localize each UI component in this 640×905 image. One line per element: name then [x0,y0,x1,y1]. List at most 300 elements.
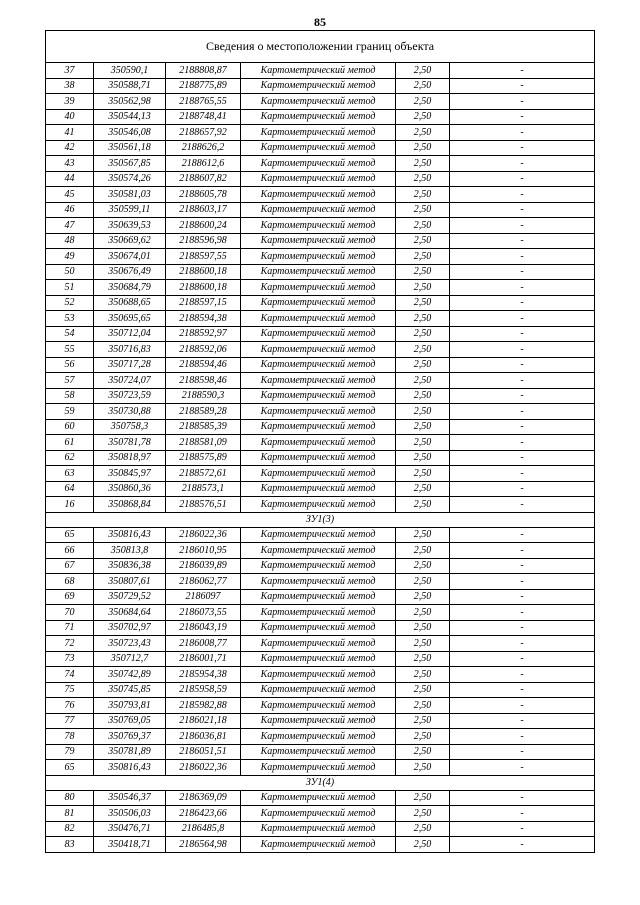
table-row [46,667,595,683]
y-coordinate-cell: 2186043,19 [166,620,241,636]
point-number-cell: 54 [46,326,94,342]
x-coordinate-cell: 350418,71 [94,837,166,853]
x-coordinate-cell: 350506,03 [94,806,166,822]
x-coordinate-cell: 350723,59 [94,388,166,404]
table-row [46,280,595,296]
x-coordinate-cell: 350758,3 [94,419,166,435]
x-coordinate-cell: 350688,65 [94,295,166,311]
description-cell: - [450,326,595,342]
accuracy-cell: 2,50 [396,419,450,435]
method-cell: Картометрический метод [241,156,396,172]
accuracy-cell: 2,50 [396,78,450,94]
point-number-cell: 42 [46,140,94,156]
y-coordinate-cell: 2186369,09 [166,790,241,806]
table-row [46,264,595,280]
y-coordinate-cell: 2188598,46 [166,373,241,389]
accuracy-cell: 2,50 [396,311,450,327]
table-row [46,790,595,806]
description-cell: - [450,78,595,94]
method-cell: Картометрический метод [241,605,396,621]
table-row [46,202,595,218]
point-number-cell: 49 [46,249,94,265]
x-coordinate-cell: 350676,49 [94,264,166,280]
method-cell: Картометрический метод [241,481,396,497]
table-row [46,357,595,373]
method-cell: Картометрический метод [241,790,396,806]
y-coordinate-cell: 2188775,89 [166,78,241,94]
description-cell: - [450,667,595,683]
accuracy-cell: 2,50 [396,481,450,497]
description-cell: - [450,373,595,389]
method-cell: Картометрический метод [241,357,396,373]
table-row [46,729,595,745]
accuracy-cell: 2,50 [396,760,450,776]
x-coordinate-cell: 350712,7 [94,651,166,667]
accuracy-cell: 2,50 [396,574,450,590]
y-coordinate-cell: 2188592,97 [166,326,241,342]
y-coordinate-cell: 2188612,6 [166,156,241,172]
table-row [46,481,595,497]
description-cell: - [450,233,595,249]
accuracy-cell: 2,50 [396,698,450,714]
point-number-cell: 50 [46,264,94,280]
point-number-cell: 83 [46,837,94,853]
accuracy-cell: 2,50 [396,404,450,420]
x-coordinate-cell: 350781,89 [94,744,166,760]
description-cell: - [450,713,595,729]
point-number-cell: 43 [46,156,94,172]
point-number-cell: 73 [46,651,94,667]
point-number-cell: 38 [46,78,94,94]
method-cell: Картометрический метод [241,63,396,79]
table-row [46,140,595,156]
description-cell: - [450,497,595,513]
accuracy-cell: 2,50 [396,171,450,187]
y-coordinate-cell: 2188765,55 [166,94,241,110]
method-cell: Картометрический метод [241,667,396,683]
method-cell: Картометрический метод [241,760,396,776]
x-coordinate-cell: 350717,28 [94,357,166,373]
table-row [46,589,595,605]
accuracy-cell: 2,50 [396,342,450,358]
table-title: Сведения о местоположении границ объекта [46,31,595,63]
table-row [46,605,595,621]
x-coordinate-cell: 350742,89 [94,667,166,683]
description-cell: - [450,682,595,698]
method-cell: Картометрический метод [241,543,396,559]
y-coordinate-cell: 2188600,18 [166,280,241,296]
x-coordinate-cell: 350581,03 [94,187,166,203]
point-number-cell: 76 [46,698,94,714]
table-row [46,760,595,776]
x-coordinate-cell: 350712,04 [94,326,166,342]
description-cell: - [450,744,595,760]
method-cell: Картометрический метод [241,806,396,822]
accuracy-cell: 2,50 [396,125,450,141]
table-row [46,527,595,543]
description-cell: - [450,790,595,806]
y-coordinate-cell: 2188573,1 [166,481,241,497]
description-cell: - [450,837,595,853]
accuracy-cell: 2,50 [396,109,450,125]
y-coordinate-cell: 2186022,36 [166,527,241,543]
table-row [46,218,595,234]
description-cell: - [450,605,595,621]
table-row [46,713,595,729]
method-cell: Картометрический метод [241,821,396,837]
table-row [46,651,595,667]
description-cell: - [450,636,595,652]
x-coordinate-cell: 350684,79 [94,280,166,296]
point-number-cell: 77 [46,713,94,729]
y-coordinate-cell: 2188603,17 [166,202,241,218]
description-cell: - [450,651,595,667]
method-cell: Картометрический метод [241,125,396,141]
x-coordinate-cell: 350599,11 [94,202,166,218]
point-number-cell: 67 [46,558,94,574]
y-coordinate-cell: 2185954,38 [166,667,241,683]
x-coordinate-cell: 350639,53 [94,218,166,234]
point-number-cell: 65 [46,527,94,543]
y-coordinate-cell: 2188600,24 [166,218,241,234]
y-coordinate-cell: 2186008,77 [166,636,241,652]
description-cell: - [450,388,595,404]
point-number-cell: 58 [46,388,94,404]
accuracy-cell: 2,50 [396,667,450,683]
description-cell: - [450,435,595,451]
point-number-cell: 70 [46,605,94,621]
y-coordinate-cell: 2188808,87 [166,63,241,79]
table-row [46,78,595,94]
accuracy-cell: 2,50 [396,682,450,698]
description-cell: - [450,264,595,280]
y-coordinate-cell: 2186010,95 [166,543,241,559]
description-cell: - [450,589,595,605]
table-row [46,450,595,466]
accuracy-cell: 2,50 [396,589,450,605]
y-coordinate-cell: 2186036,81 [166,729,241,745]
method-cell: Картометрический метод [241,78,396,94]
table-row [46,311,595,327]
method-cell: Картометрический метод [241,94,396,110]
table-row [46,698,595,714]
y-coordinate-cell: 2186097 [166,589,241,605]
method-cell: Картометрический метод [241,558,396,574]
description-cell: - [450,698,595,714]
description-cell: - [450,311,595,327]
x-coordinate-cell: 350723,43 [94,636,166,652]
x-coordinate-cell: 350546,08 [94,125,166,141]
description-cell: - [450,419,595,435]
point-number-cell: 64 [46,481,94,497]
method-cell: Картометрический метод [241,682,396,698]
description-cell: - [450,109,595,125]
method-cell: Картометрический метод [241,698,396,714]
description-cell: - [450,543,595,559]
accuracy-cell: 2,50 [396,620,450,636]
point-number-cell: 60 [46,419,94,435]
method-cell: Картометрический метод [241,233,396,249]
point-number-cell: 41 [46,125,94,141]
table-row [46,620,595,636]
method-cell: Картометрический метод [241,326,396,342]
point-number-cell: 79 [46,744,94,760]
description-cell: - [450,821,595,837]
x-coordinate-cell: 350702,97 [94,620,166,636]
description-cell: - [450,171,595,187]
point-number-cell: 48 [46,233,94,249]
method-cell: Картометрический метод [241,109,396,125]
x-coordinate-cell: 350724,07 [94,373,166,389]
description-cell: - [450,574,595,590]
point-number-cell: 51 [46,280,94,296]
point-number-cell: 45 [46,187,94,203]
point-number-cell: 59 [46,404,94,420]
table-row [46,558,595,574]
y-coordinate-cell: 2186022,36 [166,760,241,776]
point-number-cell: 71 [46,620,94,636]
method-cell: Картометрический метод [241,404,396,420]
accuracy-cell: 2,50 [396,94,450,110]
accuracy-cell: 2,50 [396,744,450,760]
x-coordinate-cell: 350769,05 [94,713,166,729]
description-cell: - [450,481,595,497]
y-coordinate-cell: 2186001,71 [166,651,241,667]
y-coordinate-cell: 2188600,18 [166,264,241,280]
point-number-cell: 46 [46,202,94,218]
accuracy-cell: 2,50 [396,543,450,559]
y-coordinate-cell: 2186021,18 [166,713,241,729]
description-cell: - [450,94,595,110]
point-number-cell: 63 [46,466,94,482]
accuracy-cell: 2,50 [396,140,450,156]
accuracy-cell: 2,50 [396,156,450,172]
y-coordinate-cell: 2186062,77 [166,574,241,590]
point-number-cell: 39 [46,94,94,110]
table-row [46,295,595,311]
boundary-coordinates-table [45,30,595,853]
method-cell: Картометрический метод [241,295,396,311]
method-cell: Картометрический метод [241,589,396,605]
x-coordinate-cell: 350807,61 [94,574,166,590]
accuracy-cell: 2,50 [396,527,450,543]
section-label: ЗУ1(4) [46,775,595,790]
x-coordinate-cell: 350562,98 [94,94,166,110]
x-coordinate-cell: 350669,62 [94,233,166,249]
y-coordinate-cell: 2188626,2 [166,140,241,156]
method-cell: Картометрический метод [241,342,396,358]
point-number-cell: 82 [46,821,94,837]
y-coordinate-cell: 2188575,89 [166,450,241,466]
point-number-cell: 75 [46,682,94,698]
method-cell: Картометрический метод [241,729,396,745]
point-number-cell: 37 [46,63,94,79]
method-cell: Картометрический метод [241,837,396,853]
point-number-cell: 61 [46,435,94,451]
y-coordinate-cell: 2188594,38 [166,311,241,327]
method-cell: Картометрический метод [241,140,396,156]
method-cell: Картометрический метод [241,744,396,760]
x-coordinate-cell: 350816,43 [94,760,166,776]
point-number-cell: 16 [46,497,94,513]
method-cell: Картометрический метод [241,450,396,466]
accuracy-cell: 2,50 [396,202,450,218]
table-row [46,388,595,404]
y-coordinate-cell: 2185982,88 [166,698,241,714]
y-coordinate-cell: 2188605,78 [166,187,241,203]
point-number-cell: 56 [46,357,94,373]
table-row [46,821,595,837]
table-row [46,342,595,358]
accuracy-cell: 2,50 [396,790,450,806]
accuracy-cell: 2,50 [396,218,450,234]
y-coordinate-cell: 2186564,98 [166,837,241,853]
table-row [46,94,595,110]
y-coordinate-cell: 2188597,15 [166,295,241,311]
description-cell: - [450,729,595,745]
point-number-cell: 65 [46,760,94,776]
table-row [46,373,595,389]
description-cell: - [450,249,595,265]
description-cell: - [450,527,595,543]
accuracy-cell: 2,50 [396,264,450,280]
x-coordinate-cell: 350845,97 [94,466,166,482]
description-cell: - [450,558,595,574]
x-coordinate-cell: 350781,78 [94,435,166,451]
method-cell: Картометрический метод [241,620,396,636]
x-coordinate-cell: 350745,85 [94,682,166,698]
description-cell: - [450,342,595,358]
y-coordinate-cell: 2188585,39 [166,419,241,435]
x-coordinate-cell: 350544,13 [94,109,166,125]
point-number-cell: 55 [46,342,94,358]
x-coordinate-cell: 350793,81 [94,698,166,714]
page-number: 85 [314,15,326,29]
y-coordinate-cell: 2188592,06 [166,342,241,358]
point-number-cell: 53 [46,311,94,327]
y-coordinate-cell: 2188607,82 [166,171,241,187]
point-number-cell: 66 [46,543,94,559]
method-cell: Картометрический метод [241,373,396,389]
accuracy-cell: 2,50 [396,821,450,837]
point-number-cell: 52 [46,295,94,311]
table-row [46,326,595,342]
description-cell: - [450,280,595,296]
point-number-cell: 80 [46,790,94,806]
x-coordinate-cell: 350546,37 [94,790,166,806]
method-cell: Картометрический метод [241,419,396,435]
table-row [46,63,595,79]
x-coordinate-cell: 350769,37 [94,729,166,745]
description-cell: - [450,156,595,172]
method-cell: Картометрический метод [241,280,396,296]
y-coordinate-cell: 2186485,8 [166,821,241,837]
description-cell: - [450,450,595,466]
table-row [46,837,595,853]
accuracy-cell: 2,50 [396,806,450,822]
x-coordinate-cell: 350729,52 [94,589,166,605]
y-coordinate-cell: 2188589,28 [166,404,241,420]
x-coordinate-cell: 350816,43 [94,527,166,543]
accuracy-cell: 2,50 [396,636,450,652]
y-coordinate-cell: 2186051,51 [166,744,241,760]
method-cell: Картометрический метод [241,264,396,280]
x-coordinate-cell: 350590,1 [94,63,166,79]
accuracy-cell: 2,50 [396,295,450,311]
method-cell: Картометрический метод [241,466,396,482]
method-cell: Картометрический метод [241,249,396,265]
x-coordinate-cell: 350860,36 [94,481,166,497]
x-coordinate-cell: 350716,83 [94,342,166,358]
accuracy-cell: 2,50 [396,558,450,574]
description-cell: - [450,140,595,156]
accuracy-cell: 2,50 [396,357,450,373]
x-coordinate-cell: 350818,97 [94,450,166,466]
section-row [46,512,595,527]
method-cell: Картометрический метод [241,527,396,543]
accuracy-cell: 2,50 [396,497,450,513]
description-cell: - [450,295,595,311]
point-number-cell: 69 [46,589,94,605]
y-coordinate-cell: 2188572,61 [166,466,241,482]
table-row [46,404,595,420]
description-cell: - [450,218,595,234]
description-cell: - [450,760,595,776]
table-row [46,419,595,435]
method-cell: Картометрический метод [241,218,396,234]
section-label: ЗУ1(3) [46,512,595,527]
accuracy-cell: 2,50 [396,373,450,389]
accuracy-cell: 2,50 [396,63,450,79]
point-number-cell: 72 [46,636,94,652]
table-row [46,249,595,265]
method-cell: Картометрический метод [241,651,396,667]
description-cell: - [450,466,595,482]
accuracy-cell: 2,50 [396,837,450,853]
y-coordinate-cell: 2188596,98 [166,233,241,249]
table-row [46,171,595,187]
x-coordinate-cell: 350561,18 [94,140,166,156]
point-number-cell: 62 [46,450,94,466]
x-coordinate-cell: 350695,65 [94,311,166,327]
method-cell: Картометрический метод [241,713,396,729]
method-cell: Картометрический метод [241,388,396,404]
method-cell: Картометрический метод [241,171,396,187]
accuracy-cell: 2,50 [396,249,450,265]
x-coordinate-cell: 350868,84 [94,497,166,513]
table-title-row [46,31,595,63]
x-coordinate-cell: 350730,88 [94,404,166,420]
method-cell: Картометрический метод [241,574,396,590]
y-coordinate-cell: 2186039,89 [166,558,241,574]
table-row [46,125,595,141]
description-cell: - [450,63,595,79]
table-row [46,806,595,822]
x-coordinate-cell: 350813,8 [94,543,166,559]
y-coordinate-cell: 2188594,46 [166,357,241,373]
point-number-cell: 57 [46,373,94,389]
table-row [46,636,595,652]
accuracy-cell: 2,50 [396,280,450,296]
y-coordinate-cell: 2188657,92 [166,125,241,141]
x-coordinate-cell: 350588,71 [94,78,166,94]
method-cell: Картометрический метод [241,636,396,652]
y-coordinate-cell: 2188597,55 [166,249,241,265]
table-row [46,233,595,249]
method-cell: Картометрический метод [241,435,396,451]
accuracy-cell: 2,50 [396,466,450,482]
x-coordinate-cell: 350567,85 [94,156,166,172]
